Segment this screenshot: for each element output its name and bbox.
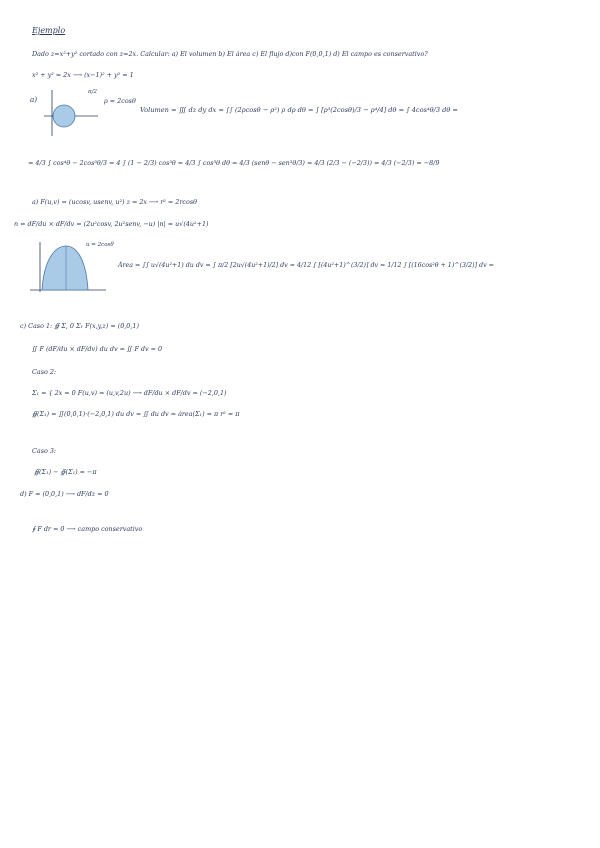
case-2-line-1: Σ₁ = { 2x = 0 F(u,v) = (u,v,2u) ⟶ dF/du × dF/dv = (−2,0,1) [32, 389, 227, 397]
problem-statement: Dado z=x²+y² cortado con z=2x. Calcular: a) El volumen b) El área c) El flujo d)con F(0,0,1) d) El campo es conservativo? [32, 50, 428, 58]
case-3-head: Caso 3: [32, 447, 57, 455]
conservative-conclusion: ∮ F dr = 0 ⟶ campo conservativo [32, 525, 143, 533]
circle-equation: x² + y² = 2x ⟶ (x−1)² + y² = 1 [32, 71, 134, 79]
normal-vector-line: n = dF/du × dF/dv = (2u²cosv, 2u²senv, −u) |n| = u√(4u²+1) [14, 220, 209, 228]
polar-bound: ρ = 2cosθ [104, 97, 136, 105]
polar-bound-label: π/2 [88, 89, 97, 95]
case-2-head: Caso 2: [32, 368, 57, 376]
volume-line: Volumen = ∭ dz dy dx = ∫∫ (2ρcosθ − ρ²) ρ dρ dθ = ∫ [ρ³(2cosθ)/3 − ρ⁴/4] dθ = ∫ 4cos⁴θ/3 dθ = [140, 106, 458, 114]
case-2-line-2: ∯(Σ₁) = ∬(0,0,1)·(−2,0,1) du dv = ∬ du dv = área(Σ₁) = π r² = π [32, 410, 240, 418]
part-a-label: a) [30, 95, 38, 104]
area-line: Área = ∫∫ u√(4u²+1) du dv = ∫ π/2 [2u√(4u²+1)/2] dv = 4/12 ∫ [(4u²+1)^(3/2)] dv = 1/12 ∫ [(16cos²θ + 1)^(3/2)] dv = [118, 262, 494, 269]
part-d: d) F = (0,0,1) ⟶ dF/dz = 0 [20, 490, 109, 498]
part-c-head: c) Caso 1: ∯ Σ, 0 Σ₁ F(x,y,z) = (0,0,1) [20, 322, 139, 330]
part-a2-parametrization: a) F(u,v) = (ucosv, usenv, u²) z = 2x ⟶ r² = 2rcosθ [32, 198, 197, 206]
circle-region-figure [40, 88, 100, 138]
volume-result-line: = 4/3 ∫ cos⁴θ − 2cos³θ/3 = 4 ∫ (1 − 2/3) cos³θ = 4/3 ∫ cos³θ dθ = 4/3 (senθ − sen³θ/3) = 4/3 (2/3 − (−2/3)) = 4/3 (−2/3) = −8/9 [28, 159, 440, 167]
part-c-line: ∬ F (dF/du × dF/dv) du dv = ∬ F dv = 0 [32, 345, 163, 353]
curve-label: u = 2cosθ [86, 242, 114, 248]
case-3-line: ∯(Σ₁) − ∯(Σ₁) = −π [34, 468, 97, 476]
heading: Ejemplo [32, 26, 66, 35]
